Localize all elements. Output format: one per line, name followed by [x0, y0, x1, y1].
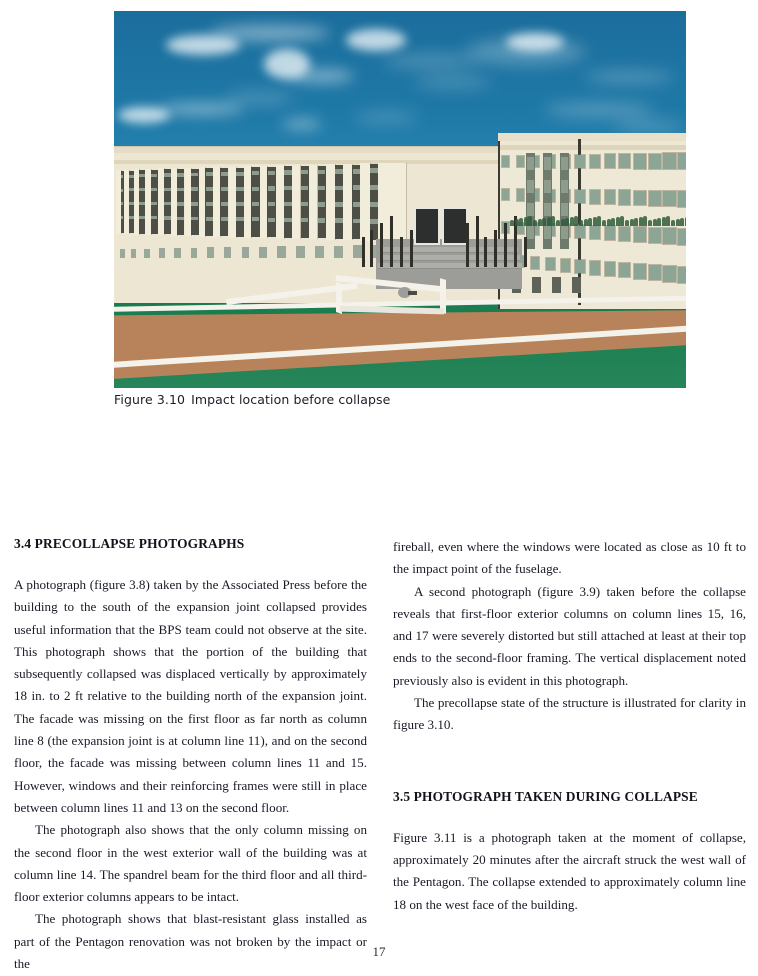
distant-tree: [639, 217, 643, 226]
colonnade-window: [335, 218, 343, 223]
colonnade-window: [191, 202, 198, 206]
paragraph: A photograph (figure 3.8) taken by the Associated Press before the building to the south of the expansion joint collapsed provides useful information that the BPS team could not observe at the site. This photograph shows that the portion of the building that subsequently collapsed was displaced vertically by approximately 18 in. to 2 ft relative to the building north of the expansion joint. The facade was missing on the first floor as far north as column line 8 (the expansion joint is at column line 11), and on the second floor, the facade was missing between column lines 11 and 15. However, windows and their reinforcing frames were still in place between column lines 11 and 13 on the second floor.: [14, 577, 367, 815]
distant-tree: [685, 217, 686, 226]
facade-window: [590, 155, 600, 169]
facade-window: [605, 154, 616, 168]
distant-tree: [620, 216, 624, 226]
ground-floor-window: [315, 246, 324, 258]
ground-floor-door: [572, 277, 581, 293]
colonnade-window: [236, 217, 244, 221]
facade-window: [561, 259, 570, 272]
colonnade-window: [221, 172, 229, 176]
distant-tree: [551, 216, 555, 226]
colonnade-window: [206, 187, 213, 191]
facade-window: [663, 191, 676, 207]
colonnade-window: [206, 217, 213, 221]
distant-tree: [611, 218, 615, 226]
colonnade-window: [221, 202, 229, 206]
entrance-post: [524, 237, 527, 267]
colonnade-window: [318, 170, 326, 175]
colonnade-window: [268, 186, 276, 190]
ground-floor-door: [532, 277, 541, 293]
colonnade-window: [370, 202, 378, 207]
distant-tree: [625, 220, 629, 226]
distant-tree: [565, 218, 569, 226]
colonnade-window: [370, 168, 378, 173]
facade-window: [619, 227, 630, 241]
entrance-post: [400, 237, 403, 267]
colonnade-window: [318, 218, 326, 223]
distant-tree: [510, 220, 514, 226]
facade-window: [678, 229, 686, 245]
facade-window: [605, 262, 616, 276]
colonnade-window: [284, 170, 292, 174]
cloud-shape: [288, 69, 354, 83]
colonnade-window: [252, 171, 260, 175]
colonnade-window: [284, 202, 292, 206]
colonnade-window: [268, 218, 276, 222]
distant-tree: [666, 216, 670, 226]
recessed-bay-window: [544, 157, 551, 170]
colonnade-window: [177, 188, 184, 192]
distant-tree: [676, 219, 680, 226]
colonnade-window: [318, 186, 326, 191]
facade-window: [663, 228, 676, 244]
pentagon-rendering-image: [114, 11, 686, 388]
colonnade-window: [335, 169, 343, 174]
ground-floor-window: [120, 249, 125, 258]
entrance-portal: [442, 207, 468, 245]
colonnade-window: [164, 216, 171, 219]
colonnade-window: [370, 185, 378, 190]
facade-window: [634, 154, 646, 169]
cloud-shape: [544, 103, 654, 117]
ground-floor-window: [334, 246, 343, 259]
ground-floor-window: [174, 248, 180, 258]
colonnade-window: [284, 186, 292, 190]
recessed-bay-window: [527, 226, 534, 239]
distant-tree: [524, 217, 528, 226]
colonnade-pier: [199, 167, 206, 236]
colonnade-pier: [360, 163, 370, 240]
entrance-post: [476, 216, 479, 267]
recessed-bay-window: [561, 203, 568, 216]
colonnade-window: [268, 171, 276, 175]
section-heading-3-4: 3.4 PRECOLLAPSE PHOTOGRAPHS: [14, 536, 245, 551]
distant-tree: [630, 219, 634, 226]
colonnade-window: [301, 202, 309, 206]
ground-floor-window: [353, 245, 363, 258]
facade-window: [619, 190, 630, 204]
distant-tree: [574, 216, 578, 226]
figure-label: Figure 3.10: [114, 392, 186, 407]
colonnade-window: [191, 173, 198, 177]
colonnade-pier: [229, 167, 236, 238]
distant-tree: [570, 217, 574, 226]
colonnade-window: [252, 202, 260, 206]
cloud-shape: [614, 121, 684, 131]
right-text-column: [393, 536, 746, 975]
facade-window: [678, 153, 686, 169]
colonnade-window: [370, 219, 378, 224]
cloud-shape: [224, 93, 294, 103]
facade-window: [575, 225, 585, 238]
recessed-bay-window: [561, 157, 568, 170]
colonnade-pier: [213, 167, 220, 237]
distant-tree: [680, 218, 684, 226]
paragraph: Figure 3.11 is a photograph taken at the moment of collapse, approximately 20 minutes after the aircraft struck the west wall of the Pentagon. The collapse extended to approximately column line 18 on the west face of the building.: [393, 829, 746, 912]
facade-window: [502, 189, 509, 200]
recessed-bay-window: [544, 203, 551, 216]
colonnade-window: [151, 202, 157, 205]
entrance-post: [466, 223, 469, 267]
entrance-post: [494, 230, 497, 267]
colonnade-window: [206, 172, 213, 176]
cloud-shape: [382, 55, 478, 67]
facade-window: [678, 267, 686, 283]
cornice-band: [498, 145, 686, 150]
ground-floor-window: [144, 249, 150, 259]
recessed-bay-window: [527, 203, 534, 216]
colonnade-window: [139, 188, 145, 191]
facade-window: [517, 189, 525, 200]
colonnade-pier: [326, 164, 335, 240]
ground-floor-window: [224, 247, 231, 258]
colonnade-window: [252, 187, 260, 191]
cloud-shape: [158, 103, 244, 115]
paragraph: fireball, even where the windows were located as close as 10 ft to the impact point of the fuselage.: [393, 539, 746, 577]
section-heading-3-5: 3.5 PHOTOGRAPH TAKEN DURING COLLAPSE: [393, 788, 698, 804]
colonnade-window: [164, 202, 171, 205]
left-text-column: [14, 536, 367, 975]
colonnade-window: [191, 187, 198, 191]
distant-tree: [528, 216, 532, 226]
facade-window: [575, 260, 585, 273]
facade-window: [531, 257, 539, 269]
colonnade-window: [129, 188, 134, 191]
distant-tree: [547, 217, 551, 226]
colonnade-window: [284, 218, 292, 222]
ground-floor-door: [552, 277, 561, 293]
ground-floor-window: [207, 247, 214, 258]
figure-caption-text: Impact location before collapse: [191, 392, 391, 407]
distant-tree: [597, 216, 601, 226]
recessed-bay-window: [527, 157, 534, 170]
colonnade-window: [177, 217, 184, 221]
colonnade-window: [335, 186, 343, 191]
colonnade-pier: [276, 165, 284, 238]
facade-window: [634, 227, 646, 242]
colonnade-window: [221, 187, 229, 191]
distant-tree: [515, 219, 519, 226]
facade-window: [678, 191, 686, 207]
distant-tree: [657, 218, 661, 226]
distant-tree: [602, 220, 606, 226]
facade-window: [619, 154, 630, 168]
ground-floor-window: [242, 247, 250, 258]
distant-tree: [588, 218, 592, 226]
colonnade-window: [177, 173, 184, 177]
figure-3-10: [114, 11, 686, 388]
distant-tree: [584, 219, 588, 226]
facade-window: [634, 264, 646, 279]
facade-window: [605, 190, 616, 204]
colonnade-window: [335, 202, 343, 207]
distant-tree: [648, 220, 652, 226]
page-number: 17: [372, 944, 386, 959]
distant-tree: [579, 220, 583, 226]
cloud-shape: [584, 71, 674, 83]
facade-window: [663, 266, 676, 282]
cloud-shape: [210, 25, 330, 41]
colonnade-window: [129, 216, 134, 219]
ground-floor-window: [159, 248, 165, 258]
body-columns: [14, 536, 746, 975]
facade-window: [575, 155, 585, 168]
cloud-shape: [282, 119, 322, 129]
distant-tree: [634, 218, 638, 226]
colonnade-window: [164, 173, 171, 176]
recessed-bay-window: [561, 180, 568, 193]
entrance-post: [410, 230, 413, 267]
distant-tree: [653, 219, 657, 226]
colonnade-pier: [343, 164, 352, 240]
distant-tree: [556, 220, 560, 226]
distant-tree: [671, 220, 675, 226]
colonnade-window: [353, 202, 361, 207]
entrance-post: [484, 237, 487, 267]
colonnade-window: [252, 217, 260, 221]
colonnade-window: [164, 188, 171, 191]
facade-window: [649, 154, 661, 169]
distant-tree: [643, 216, 647, 226]
facade-window: [590, 226, 600, 240]
facade-window: [619, 263, 630, 277]
ground-floor-window: [296, 246, 305, 258]
colonnade-window: [353, 219, 361, 224]
colonnade-window: [139, 202, 145, 205]
distant-tree: [616, 217, 620, 226]
colonnade-window: [129, 202, 134, 205]
cloud-shape: [346, 29, 406, 51]
colonnade-pier: [260, 166, 268, 239]
cloud-shape: [354, 113, 418, 122]
facade-window: [649, 228, 661, 243]
colonnade-window: [139, 174, 145, 177]
entrance-post: [504, 223, 507, 267]
colonnade-window: [151, 174, 157, 177]
distant-tree: [662, 217, 666, 226]
recessed-bay-window: [544, 226, 551, 239]
colonnade-window: [236, 202, 244, 206]
entrance-post: [390, 216, 393, 267]
ground-floor-window: [191, 248, 198, 258]
distant-tree: [519, 218, 523, 226]
facade-window: [649, 265, 661, 280]
colonnade-window: [236, 187, 244, 191]
colonnade-window: [353, 169, 361, 174]
facade-window: [517, 156, 525, 167]
paragraph: The photograph also shows that the only column missing on the second floor in the west exterior wall of the building was at column line 14. The spandrel beam for the third floor and all third-floor exterior columns appears to be intact.: [14, 822, 367, 905]
colonnade-window: [301, 218, 309, 222]
paragraph: A second photograph (figure 3.9) taken before the collapse reveals that first-floor exterior columns on column lines 15, 16, and 17 were severely distorted but still attached at least at their top ends to the second-floor framing. The vertical displacement noted previously also is evident in this photograph.: [393, 583, 746, 688]
colonnade-window: [221, 217, 229, 221]
colonnade-window: [177, 202, 184, 206]
paragraph: The precollapse state of the structure is illustrated for clarity in figure 3.10.: [393, 695, 746, 733]
distant-tree: [542, 218, 546, 226]
facade-window: [575, 190, 585, 203]
entrance-portal: [414, 207, 440, 245]
facade-window: [649, 191, 661, 206]
colonnade-window: [301, 186, 309, 190]
colonnade-pier: [244, 166, 252, 238]
ground-floor-window: [259, 247, 267, 258]
ground-floor-window: [277, 246, 285, 258]
colonnade-pier: [292, 165, 300, 239]
cornice-band: [114, 160, 498, 164]
colonnade-window: [191, 217, 198, 221]
colonnade-pier: [309, 165, 318, 240]
recessed-bay-window: [561, 226, 568, 239]
ground-floor-window: [131, 249, 136, 258]
colonnade-window: [268, 202, 276, 206]
cloud-shape: [414, 77, 492, 87]
facade-window: [663, 153, 676, 169]
cloud-shape: [506, 33, 564, 51]
paragraph: The photograph shows that blast-resistant glass installed as part of the Pentagon renovation was not broken by the impact or the: [14, 911, 367, 972]
colonnade-window: [236, 172, 244, 176]
colonnade-end-pylon: [380, 163, 406, 243]
distant-tree: [533, 220, 537, 226]
recessed-bay-window: [544, 180, 551, 193]
colonnade-window: [151, 188, 157, 191]
colonnade-window: [139, 216, 145, 219]
colonnade-window: [301, 170, 309, 174]
facade-window: [590, 190, 600, 204]
distant-tree: [607, 219, 611, 226]
entrance-post: [362, 237, 365, 267]
facade-window: [590, 261, 600, 275]
entrance-post: [380, 223, 383, 267]
facade-window: [546, 258, 555, 270]
colonnade-window: [206, 202, 213, 206]
colonnade-window: [353, 185, 361, 190]
recessed-bay-window: [527, 180, 534, 193]
distant-tree: [561, 219, 565, 226]
colonnade-window: [129, 175, 134, 178]
distant-tree: [538, 219, 542, 226]
facade-window: [605, 226, 616, 240]
figure-caption: [114, 392, 686, 407]
facade-window: [502, 156, 509, 167]
entrance-post: [370, 230, 373, 267]
plaza-object-shadow: [408, 291, 417, 295]
colonnade-window: [151, 216, 157, 219]
facade-window: [634, 191, 646, 206]
colonnade-window: [318, 202, 326, 207]
distant-tree: [593, 217, 597, 226]
